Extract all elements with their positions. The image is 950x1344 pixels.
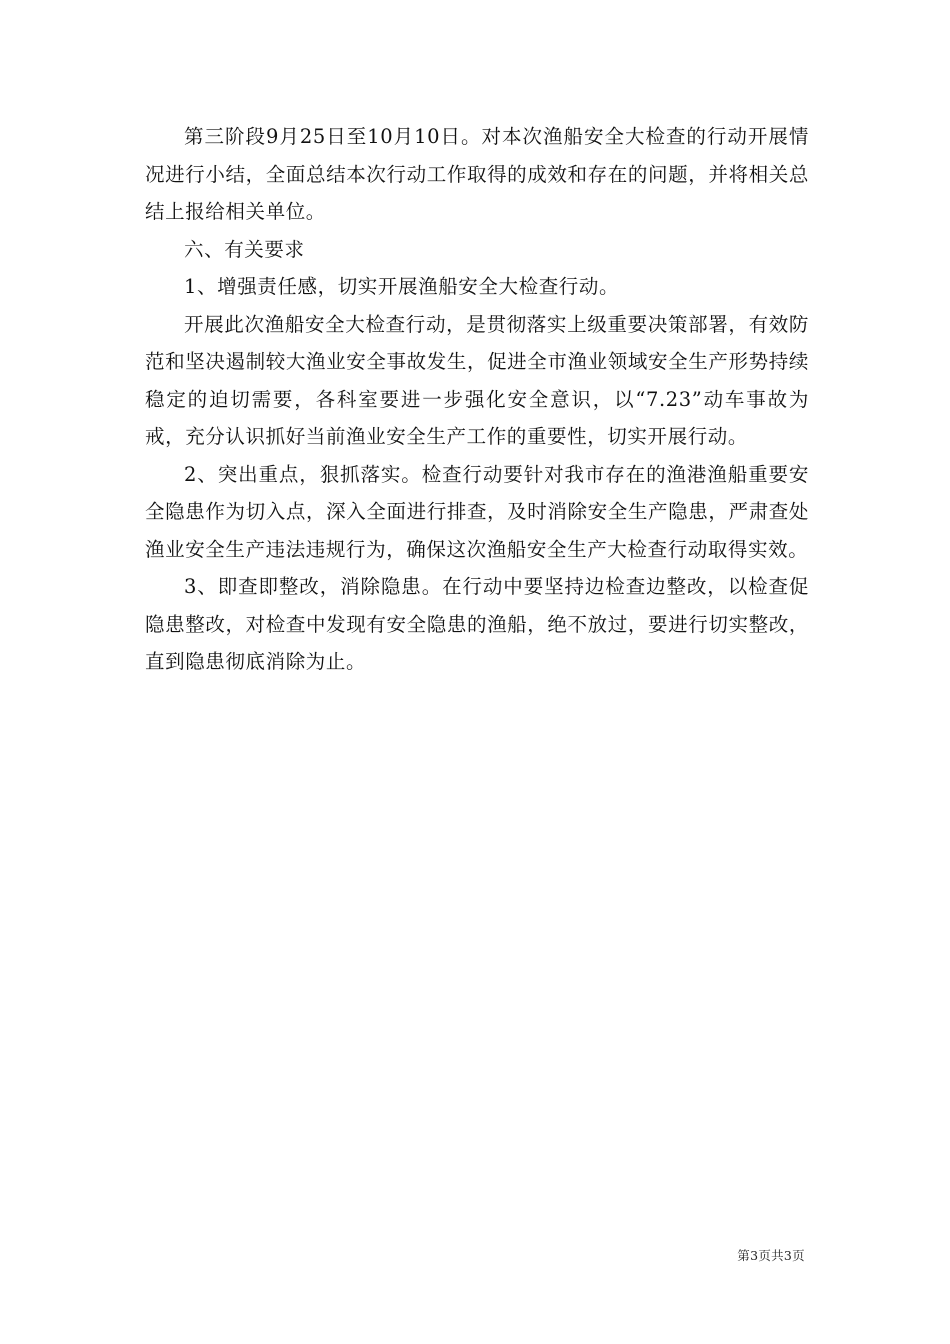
requirement-item-1-body: 开展此次渔船安全大检查行动，是贯彻落实上级重要决策部署，有效防范和坚决遏制较大渔业安全事故发生，促进全市渔业领域安全生产形势持续稳定的迫切需要，各科室要进一步强化安全意识，以“7.23”动车事故为戒，充分认识抓好当前渔业安全生产工作的重要性，切实开展行动。 [145, 312, 809, 448]
paragraph-stage-three: 第三阶段9月25日至10月10日。对本次渔船安全大检查的行动开展情况进行小结，全面总结本次行动工作取得的成效和存在的问题，并将相关总结上报给相关单位。 [145, 125, 809, 223]
requirement-item-2: 2、突出重点，狠抓落实。检查行动要针对我市存在的渔港渔船重要安全隐患作为切入点，深入全面进行排查，及时消除安全生产隐患，严肃查处渔业安全生产违法违规行为，确保这次渔船安全生产大检查行动取得实效。 [145, 462, 809, 561]
page-number-footer: 第3页共3页 [737, 1248, 805, 1263]
requirement-item-1-heading: 1、增强责任感，切实开展渔船安全大检查行动。 [184, 275, 620, 298]
section-heading-requirements: 六、有关要求 [184, 237, 305, 261]
document-body [145, 118, 809, 681]
requirement-item-3: 3、即查即整改，消除隐患。在行动中要坚持边检查边整改，以检查促隐患整改，对检查中发现有安全隐患的渔船，绝不放过，要进行切实整改，直到隐患彻底消除为止。 [145, 575, 809, 673]
